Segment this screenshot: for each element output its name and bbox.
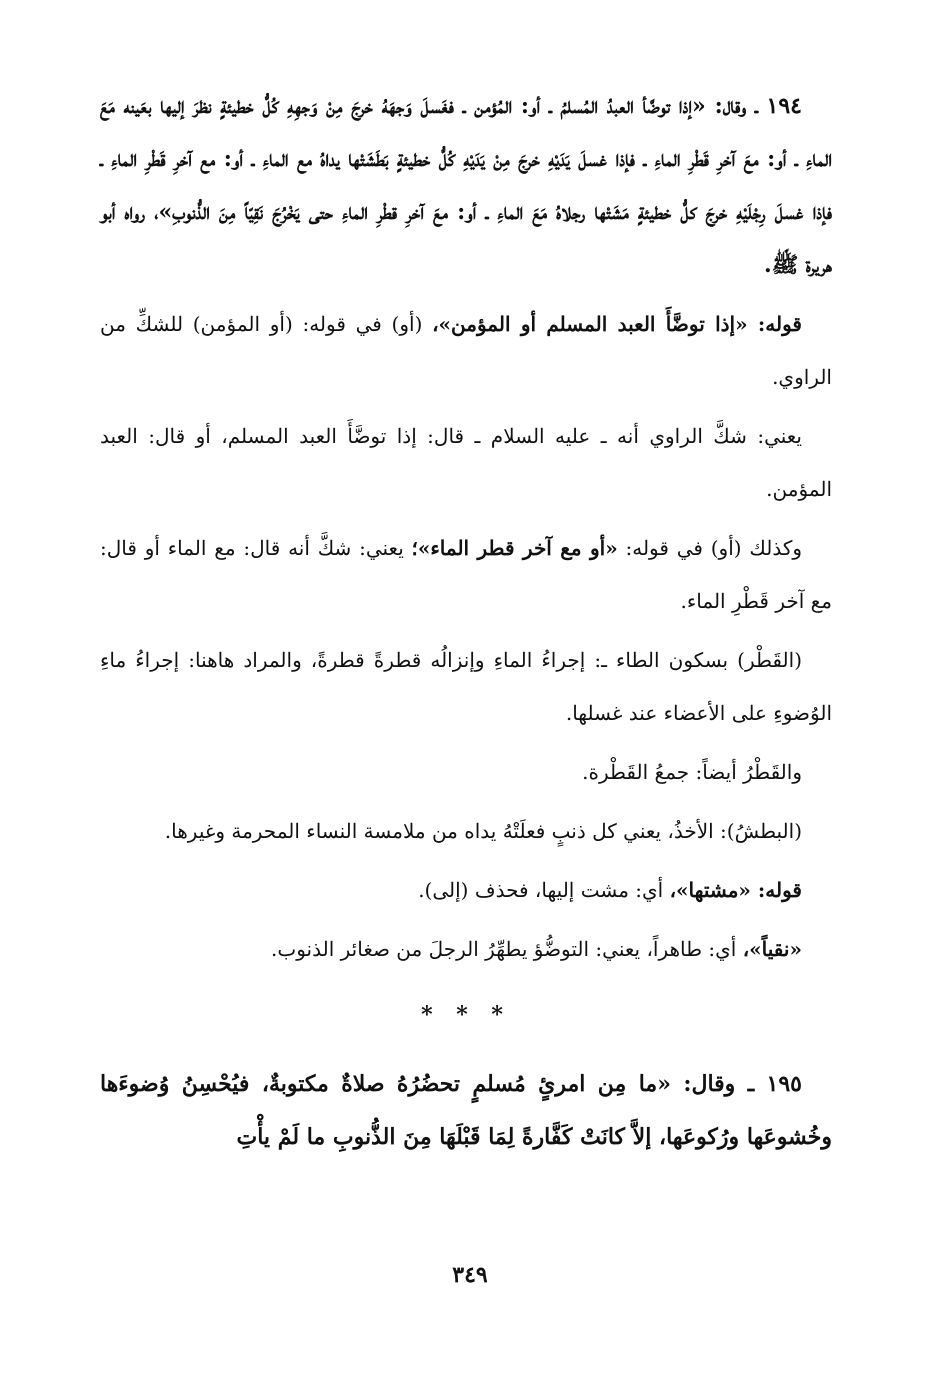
commentary-paragraph <box>100 634 832 740</box>
commentary-paragraph <box>100 522 832 628</box>
hadith-195: ١٩٥ ـ وقال: «ما مِن امرئٍ مُسلمٍ تحضُرُهُ صلاةٌ مكتوبةٌ، فيُحْسِنُ وُضوءَها وخُشوعَها ورُكوعَها، إلاَّ كانَتْ كَفَّارةً لِمَا قَبْلَهَا مِنَ الذُّنوبِ ما لَمْ يأْتِ <box>100 1071 832 1150</box>
commentary-text: (البطشُ): الأخذُ، يعني كل ذنبٍ فعلَتْهُ يداه من ملامسة النساء المحرمة وغيرها. <box>164 819 802 843</box>
commentary-text: (أو) في قوله: (أو المؤمن) للشكِّ من الراوي. <box>100 312 832 389</box>
page-number: ٣٤٩ <box>452 1262 488 1288</box>
commentary-text: يعني: شكَّ الراوي أنه ـ عليه السلام ـ قال: إذا توضَّأَ العبد المسلم، أو قال: العبد المؤمن. <box>100 424 832 501</box>
commentary-paragraph <box>100 923 832 976</box>
commentary-text: والقَطْرُ أيضاً: جمعُ القَطْرة. <box>582 760 802 784</box>
commentary-paragraph <box>100 864 832 917</box>
commentary-lead: قوله: «إذا توضَّأَ العبد المسلم أو المؤمن»، <box>432 312 802 336</box>
commentary-text: أي: مشت إليها، فحذف (إلى). <box>418 878 670 902</box>
commentary-text: (القَطْر) بسكون الطاء ـ: إجراءُ الماءِ وإنزالُه قطرةً قطرةً، والمراد هاهنا: إجراءُ ماءِ الوُضوءِ على الأعضاء عند غسلها. <box>100 648 832 725</box>
section-separator: * * * <box>421 1002 511 1028</box>
hadith-194: ١٩٤ ـ وقال: «إذا توضَّأ العبدُ المُسلمُ ـ أو: المُؤمن ـ فغَسلَ وَجهَهُ خرجَ مِنْ وَجهِهِ كُلُّ خطيئةٍ نظرَ إليها بعَينه مَعَ الماءِ ـ أو: معَ آخرِ قَطْرِ الماءِ ـ فإذا غسلَ يَدَيْهِ خرجَ مِنْ يَدَيْهِ كُلُّ خطيئةٍ بَطَشَتْها يداهُ مع الماءِ ـ أو: مع آخرِ قَطْرِ الماءِ ـ فإذا غسلَ رِجْلَيْهِ خرجَ كلُّ خطيئةٍ مَشَتْها رجلاهُ مَعَ الماءِ ـ أو: معَ آخرِ قطْرِ الماءِ حتى يَخْرُجَ نَقِيّاً مِنَ الذُّنوبِ»، رواه أبو هريرة ﷺ. <box>100 93 832 278</box>
commentary-lead: قوله: «مشتها»، <box>669 878 802 902</box>
commentary-paragraph <box>100 805 832 858</box>
commentary-paragraph <box>100 410 832 516</box>
commentary-pre: وكذلك (أو) في قوله: <box>617 536 802 560</box>
commentary-text: يعني: شكَّ أنه قال: مع الماء أو قال: مع آخر قَطْرِ الماء. <box>100 536 832 613</box>
commentary-paragraph <box>100 298 832 404</box>
commentary-text: أي: طاهراً، يعني: التوضُّؤ يطهِّرُ الرجلَ من صغائر الذنوب. <box>271 937 743 961</box>
commentary-lead: «أو مع آخر قطر الماء»؛ <box>411 536 618 560</box>
commentary-lead: «نقياً»، <box>742 937 802 961</box>
commentary-paragraph <box>100 746 832 799</box>
